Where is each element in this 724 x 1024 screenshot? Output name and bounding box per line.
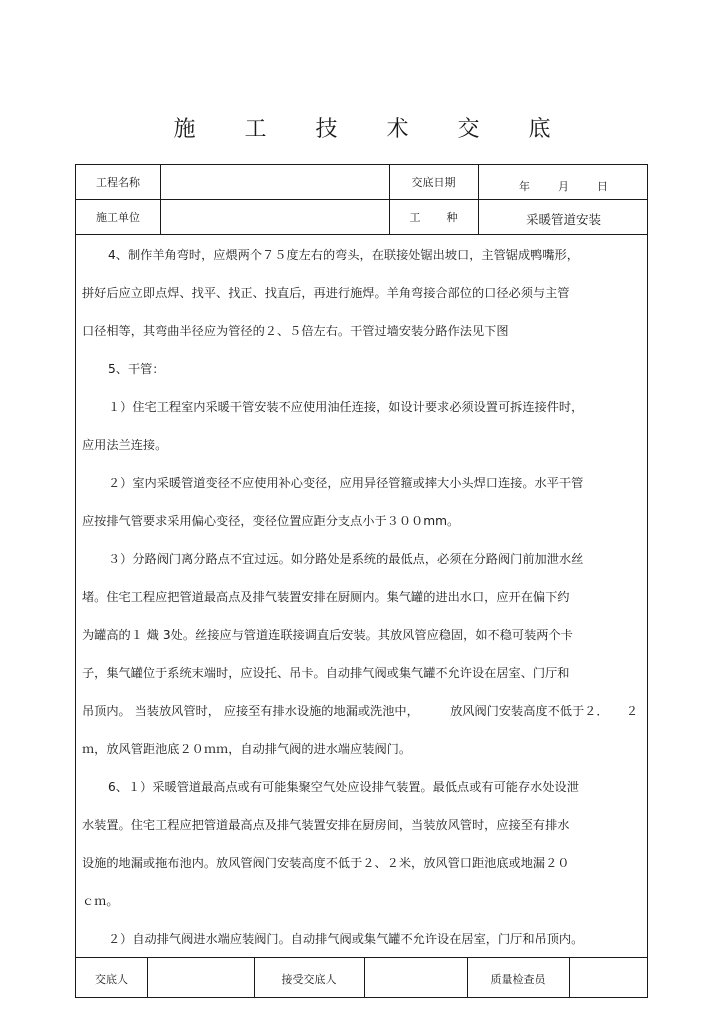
content-line-part: 吊顶内。 当装放风管时， 应接至有排水设施的地漏或洗池中，: [82, 704, 419, 718]
date-value: [478, 169, 649, 203]
work-type-value: 采暖管道安装: [525, 211, 601, 227]
unit-value: [160, 199, 389, 234]
date-year: 年: [519, 180, 530, 193]
receiver-value: [364, 959, 467, 999]
content-line: 子，集气罐位于系统末端时，应设托、吊卡。自动排气阀或集气罐不允许设在居室、门厅和: [82, 666, 570, 680]
content-line: 拼好后应立即点焊、找平、找正、找直后，再进行施焊。羊角弯接合部位的口径必须与主管: [82, 286, 570, 300]
date-label: 交底日期: [411, 176, 456, 189]
unit-label: 施工单位: [96, 210, 140, 224]
content-line: 6、１）采暖管道最高点或有可能集聚空气处应设排气装置。最低点或有可能存水处设泄: [108, 780, 579, 794]
content-line: 口径相等，其弯曲半径应为管径的２、５倍左右。干管过墙安装分路作法见下图: [82, 324, 509, 338]
content-line: ｃｍ。: [82, 894, 119, 908]
content-line-part: 放风阀门安装高度不低于２．: [450, 704, 609, 718]
date-month: 月: [558, 180, 569, 193]
inspector-label: 质量检查员: [490, 973, 546, 986]
project-name-label: 工程名称: [96, 176, 140, 189]
page-title: 施 工 技 术 交 底: [173, 117, 572, 142]
content-line: 应用法兰连接。: [82, 438, 168, 452]
content-line: ２）室内采暖管道变径不应使用补心变径，应用异径管箍或摔大小头焊口连接。水平干管: [108, 476, 584, 490]
handover-value: [147, 959, 254, 999]
content-line: １）住宅工程室内采暖干管安装不应使用油任连接，如设计要求必须设置可拆连接件时，: [108, 400, 584, 414]
content-line: ２）自动排气阀进水端应装阀门。自动排气阀或集气罐不允许设在居室，门厅和吊顶内。: [108, 932, 584, 946]
content-line: 水装置。住宅工程应把管道最高点及排气装置安排在厨房间，当装放风管时，应接至有排水: [82, 818, 570, 832]
footer-top-rule: [76, 957, 647, 958]
date-day: 日: [597, 180, 608, 193]
content-line: ｍ，放风管距池底２０ｍｍ，自动排气阀的进水端应装阀门。: [82, 742, 412, 756]
content-line-split: [82, 702, 638, 719]
receiver-label: 接受交底人: [281, 973, 337, 986]
disclosure-form: [75, 164, 648, 998]
inspector-value: [569, 959, 649, 999]
content-line: 4、制作羊角弯时，应煨两个７５度左右的弯头，在联接处锯出坡口，主管锯成鸭嘴形，: [108, 248, 579, 262]
content-line: 应按排气管要求采用偏心变径，变径位置应距分支点小于３００mm。: [82, 514, 460, 528]
project-name-value: [160, 165, 389, 199]
work-type-label: 工 种: [409, 210, 458, 224]
content-line: 5、干管：: [108, 362, 165, 376]
content-line: 为罐高的１ 熾 3处。丝接应与管道连联接调直后安装。其放风管应稳固，如不稳可装两个卡: [82, 628, 573, 642]
content-line: 堵。住宅工程应把管道最高点及排气装置安排在厨厕内。集气罐的进出水口，应开在偏下约: [82, 590, 570, 604]
handover-label: 交底人: [95, 973, 128, 986]
content-line: 设施的地漏或拖布池内。放风管阀门安装高度不低于２、２米，放风管口距池底或地漏２０: [82, 856, 570, 870]
content-line-part: ２: [625, 704, 638, 718]
content-line: ３）分路阀门离分路点不宜过远。如分路处是系统的最低点，必须在分路阀门前加泄水丝: [108, 552, 584, 566]
